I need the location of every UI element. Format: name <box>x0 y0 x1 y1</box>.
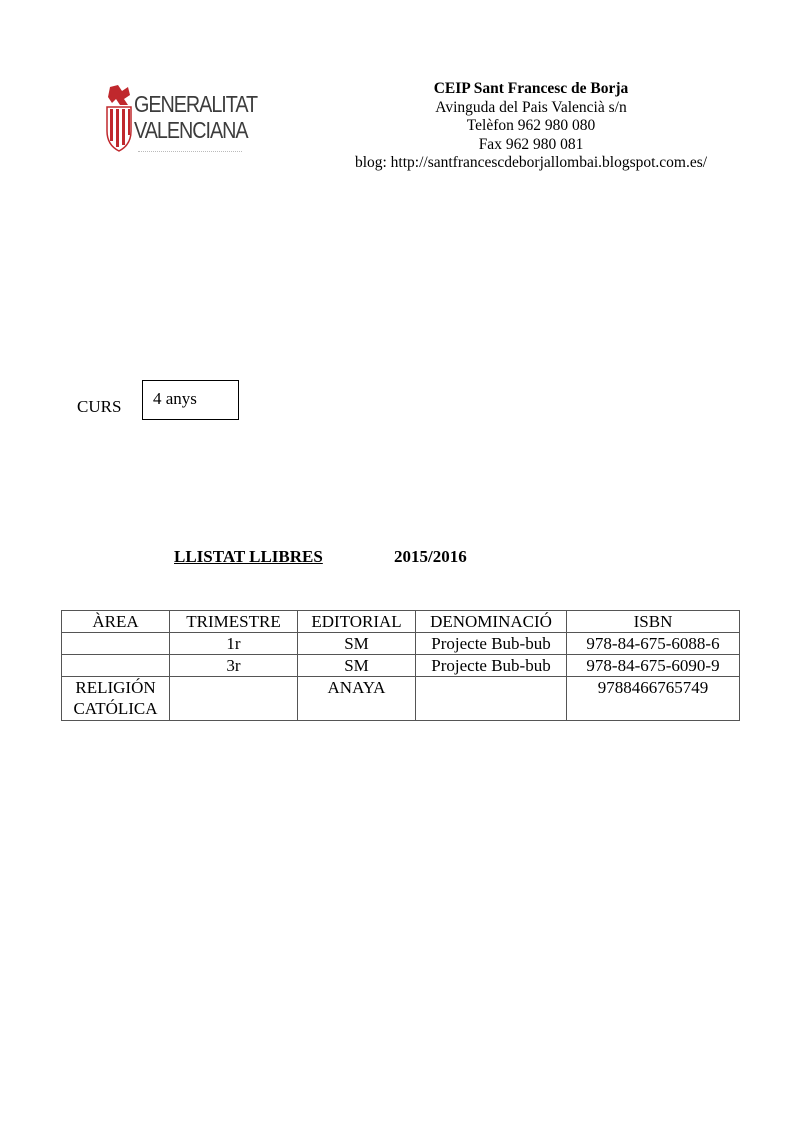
header-area: ÀREA <box>62 611 170 633</box>
cell-denominacio <box>416 677 567 721</box>
school-name: CEIP Sant Francesc de Borja <box>433 80 629 97</box>
school-address: Avinguda del Pais Valencià s/n <box>435 98 627 116</box>
cell-trimestre <box>170 677 298 721</box>
logo-tagline-divider <box>138 151 242 154</box>
table-row <box>62 633 740 655</box>
logo-line-1: GENERALITAT <box>134 91 258 117</box>
cell-area <box>62 633 170 655</box>
list-title-text: LLISTAT LLIBRES <box>174 547 323 566</box>
header-isbn: ISBN <box>567 611 740 633</box>
school-blog: blog: http://santfrancescdeborjallombai.blogspot.com.es/ <box>354 154 708 171</box>
cell-trimestre: 3r <box>170 655 298 677</box>
header-trimestre: TRIMESTRE <box>170 611 298 633</box>
table-header-row <box>62 611 740 633</box>
cell-denominacio: Projecte Bub-bub <box>416 633 567 655</box>
list-year: 2015/2016 <box>394 547 467 566</box>
header-denominacio: DENOMINACIÓ <box>416 611 567 633</box>
course-label: CURS <box>77 397 122 416</box>
course-value: 4 anys <box>153 389 197 408</box>
cell-editorial: ANAYA <box>298 677 416 721</box>
generalitat-logo <box>104 83 258 159</box>
logo-line-2: VALENCIANA <box>134 117 248 143</box>
books-table <box>61 610 740 721</box>
cell-editorial: SM <box>298 633 416 655</box>
course-box <box>142 380 239 420</box>
list-title <box>174 547 467 567</box>
cell-isbn: 978-84-675-6090-9 <box>567 655 740 677</box>
generalitat-crest-icon <box>104 83 134 153</box>
cell-isbn: 978-84-675-6088-6 <box>567 633 740 655</box>
school-phone: Telèfon 962 980 080 <box>466 117 596 134</box>
cell-isbn: 9788466765749 <box>567 677 740 721</box>
cell-denominacio: Projecte Bub-bub <box>416 655 567 677</box>
cell-editorial: SM <box>298 655 416 677</box>
cell-area: RELIGIÓN CATÓLICA <box>62 677 170 721</box>
table-row <box>62 655 740 677</box>
table-row <box>62 677 740 721</box>
cell-area <box>62 655 170 677</box>
cell-trimestre: 1r <box>170 633 298 655</box>
header-editorial: EDITORIAL <box>298 611 416 633</box>
school-fax: Fax 962 980 081 <box>478 135 584 153</box>
school-info <box>330 80 732 173</box>
